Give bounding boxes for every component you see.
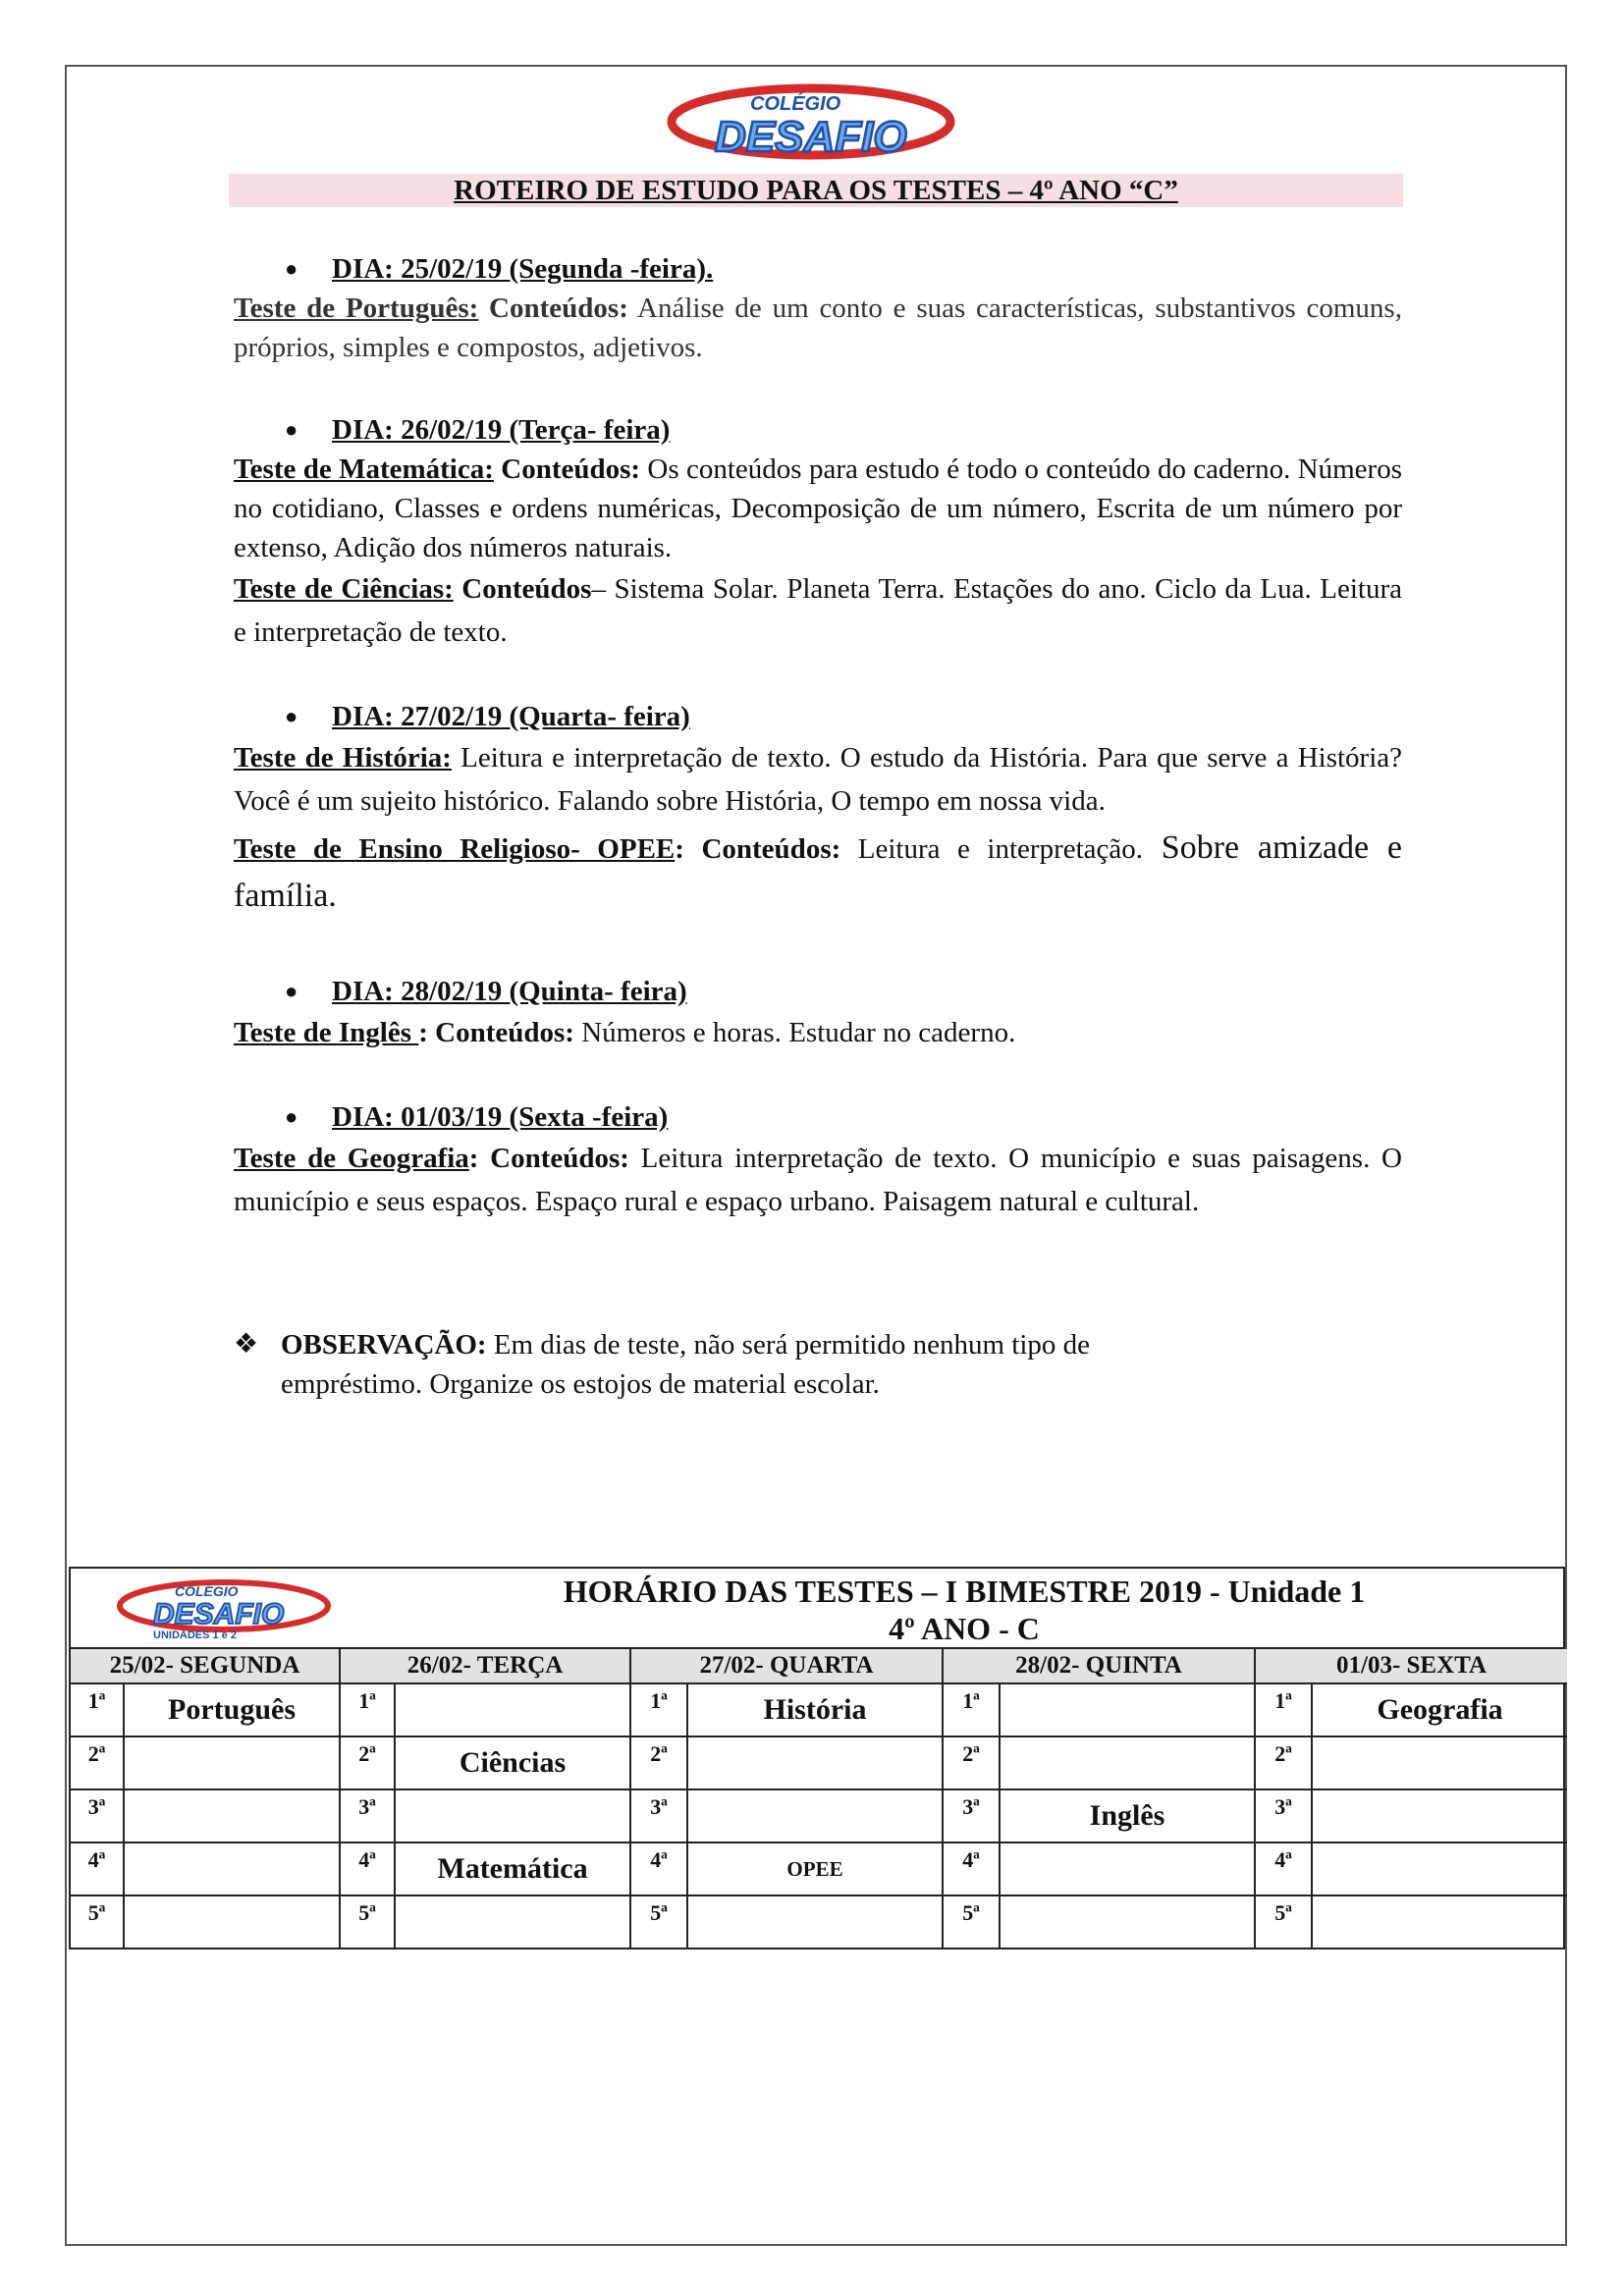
- logo-top-text: COLÉGIO: [750, 93, 841, 115]
- column-header: 01/03- SEXTA: [1255, 1649, 1567, 1683]
- schedule-cell: [687, 1789, 943, 1842]
- schedule-cell: [124, 1896, 340, 1948]
- period-ordinal: 3ª: [71, 1789, 124, 1842]
- schedule-cell: [1000, 1896, 1255, 1948]
- column-header: 25/02- SEGUNDA: [71, 1649, 340, 1683]
- period-ordinal: 2ª: [71, 1736, 124, 1789]
- schedule-cell: [124, 1789, 340, 1842]
- schedule-cell: [395, 1683, 630, 1736]
- period-ordinal: 2ª: [630, 1736, 687, 1789]
- test-historia: Teste de História: Leitura e interpretação de texto. O estudo da História. Para que serve a História? Você é um sujeito histórico. Falando sobre História, O tempo em nossa vida.: [234, 742, 1402, 817]
- test-portugues: Teste de Português: Conteúdos: Análise de um conto e suas características, substantivos comuns, próprios, simples e compostos, adjetivos.: [234, 293, 1402, 363]
- day-heading-2: ● DIA: 26/02/19 (Terça- feira): [234, 410, 1402, 450]
- schedule-cell: História: [687, 1683, 943, 1736]
- column-header: 26/02- TERÇA: [340, 1649, 630, 1683]
- test-geografia: Teste de Geografia: Conteúdos: Leitura interpretação de texto. O município e suas paisagens. O município e seus espaços. Espaço rural e espaço urbano. Paisagem natural e cultural.: [234, 1143, 1402, 1217]
- logo-main-text: DESAFIO: [715, 113, 907, 161]
- period-ordinal: 3ª: [340, 1789, 395, 1842]
- day-heading-3: ● DIA: 27/02/19 (Quarta- feira): [234, 697, 1402, 736]
- study-guide: [234, 249, 1402, 1404]
- diamond-bullet-icon: ❖: [234, 1329, 259, 1360]
- period-ordinal: 1ª: [630, 1683, 687, 1736]
- day-heading-4: ● DIA: 28/02/19 (Quinta- feira): [234, 972, 1402, 1011]
- schedule-cell: Matemática: [395, 1842, 630, 1896]
- period-ordinal: 1ª: [340, 1683, 395, 1736]
- period-ordinal: 3ª: [630, 1789, 687, 1842]
- schedule-cell: [1000, 1736, 1255, 1789]
- schedule-cell: [1312, 1789, 1567, 1842]
- period-ordinal: 5ª: [71, 1896, 124, 1948]
- bullet-icon: ●: [285, 256, 298, 281]
- period-ordinal: 2ª: [1255, 1736, 1312, 1789]
- table-row: [71, 1736, 1567, 1789]
- table-row: [71, 1842, 1567, 1896]
- schedule-cell: [1000, 1683, 1255, 1736]
- small-logo-top-text: COLÉGIO: [175, 1583, 239, 1599]
- column-header: 28/02- QUINTA: [943, 1649, 1255, 1683]
- table-row: [71, 1896, 1567, 1948]
- period-ordinal: 4ª: [630, 1842, 687, 1896]
- colegio-desafio-logo: [664, 73, 958, 163]
- schedule-cell: [395, 1789, 630, 1842]
- period-ordinal: 1ª: [71, 1683, 124, 1736]
- test-matematica: Teste de Matemática: Conteúdos: Os conteúdos para estudo é todo o conteúdo do caderno. Números no cotidiano, Classes e ordens numéricas, Decomposição de um número, Escrita de um número por extenso, Adição dos números naturais.: [234, 454, 1402, 563]
- schedule-cell: [687, 1736, 943, 1789]
- day-heading-5: ● DIA: 01/03/19 (Sexta -feira): [234, 1097, 1402, 1137]
- column-header: 27/02- QUARTA: [630, 1649, 943, 1683]
- bullet-icon: ●: [285, 417, 298, 442]
- period-ordinal: 4ª: [71, 1842, 124, 1896]
- schedule-cell: [395, 1896, 630, 1948]
- table-row: [71, 1789, 1567, 1842]
- test-ensino-religioso: Teste de Ensino Religioso- OPEE: Conteúdos: Leitura e interpretação. Sobre amizade e família.: [234, 829, 1402, 914]
- bullet-icon: ●: [285, 1104, 298, 1129]
- period-ordinal: 3ª: [1255, 1789, 1312, 1842]
- test-ciencias: Teste de Ciências: Conteúdos– Sistema Solar. Planeta Terra. Estações do ano. Ciclo da Lua. Leitura e interpretação de texto.: [234, 573, 1402, 648]
- schedule-cell: Geografia: [1312, 1683, 1567, 1736]
- period-ordinal: 4ª: [1255, 1842, 1312, 1896]
- period-ordinal: 5ª: [340, 1896, 395, 1948]
- small-logo-main-text: DESAFIO: [153, 1598, 285, 1630]
- period-ordinal: 5ª: [630, 1896, 687, 1948]
- period-ordinal: 2ª: [340, 1736, 395, 1789]
- period-ordinal: 3ª: [943, 1789, 1000, 1842]
- schedule-cell: Ciências: [395, 1736, 630, 1789]
- period-ordinal: 1ª: [943, 1683, 1000, 1736]
- table-row: [71, 1683, 1567, 1736]
- period-ordinal: 4ª: [340, 1842, 395, 1896]
- schedule-cell: [687, 1896, 943, 1948]
- small-logo-sub-text: UNIDADES 1 e 2: [153, 1629, 237, 1641]
- period-ordinal: 2ª: [943, 1736, 1000, 1789]
- schedule-table: [71, 1649, 1567, 1948]
- test-ingles: Teste de Inglês : Conteúdos: Números e horas. Estudar no caderno.: [234, 1017, 1016, 1048]
- schedule-cell: [1000, 1842, 1255, 1896]
- page-title: ROTEIRO DE ESTUDO PARA OS TESTES – 4º ANO “C”: [454, 175, 1178, 206]
- period-ordinal: 1ª: [1255, 1683, 1312, 1736]
- bullet-icon: ●: [285, 979, 298, 1003]
- colegio-desafio-small-logo: [114, 1573, 334, 1641]
- bullet-icon: ●: [285, 704, 298, 728]
- schedule-cell: Português: [124, 1683, 340, 1736]
- period-ordinal: 5ª: [1255, 1896, 1312, 1948]
- schedule-cell: [124, 1842, 340, 1896]
- schedule-cell: [1312, 1896, 1567, 1948]
- schedule-cell: [1312, 1736, 1567, 1789]
- observation-note: ❖ OBSERVAÇÃO: Em dias de teste, não será permitido nenhum tipo de empréstimo. Organize os estojos de material escolar.: [234, 1325, 1402, 1404]
- period-ordinal: 4ª: [943, 1842, 1000, 1896]
- schedule-cell: [124, 1736, 340, 1789]
- schedule-cell: Inglês: [1000, 1789, 1255, 1842]
- schedule-title: HORÁRIO DAS TESTES – I BIMESTRE 2019 - Unidade 1 4º ANO - C: [563, 1574, 1366, 1646]
- period-ordinal: 5ª: [943, 1896, 1000, 1948]
- schedule-column-headers: [71, 1649, 1567, 1683]
- schedule-cell: OPEE: [687, 1842, 943, 1896]
- schedule-cell: [1312, 1842, 1567, 1896]
- day-heading-1: ● DIA: 25/02/19 (Segunda -feira).: [234, 249, 1402, 289]
